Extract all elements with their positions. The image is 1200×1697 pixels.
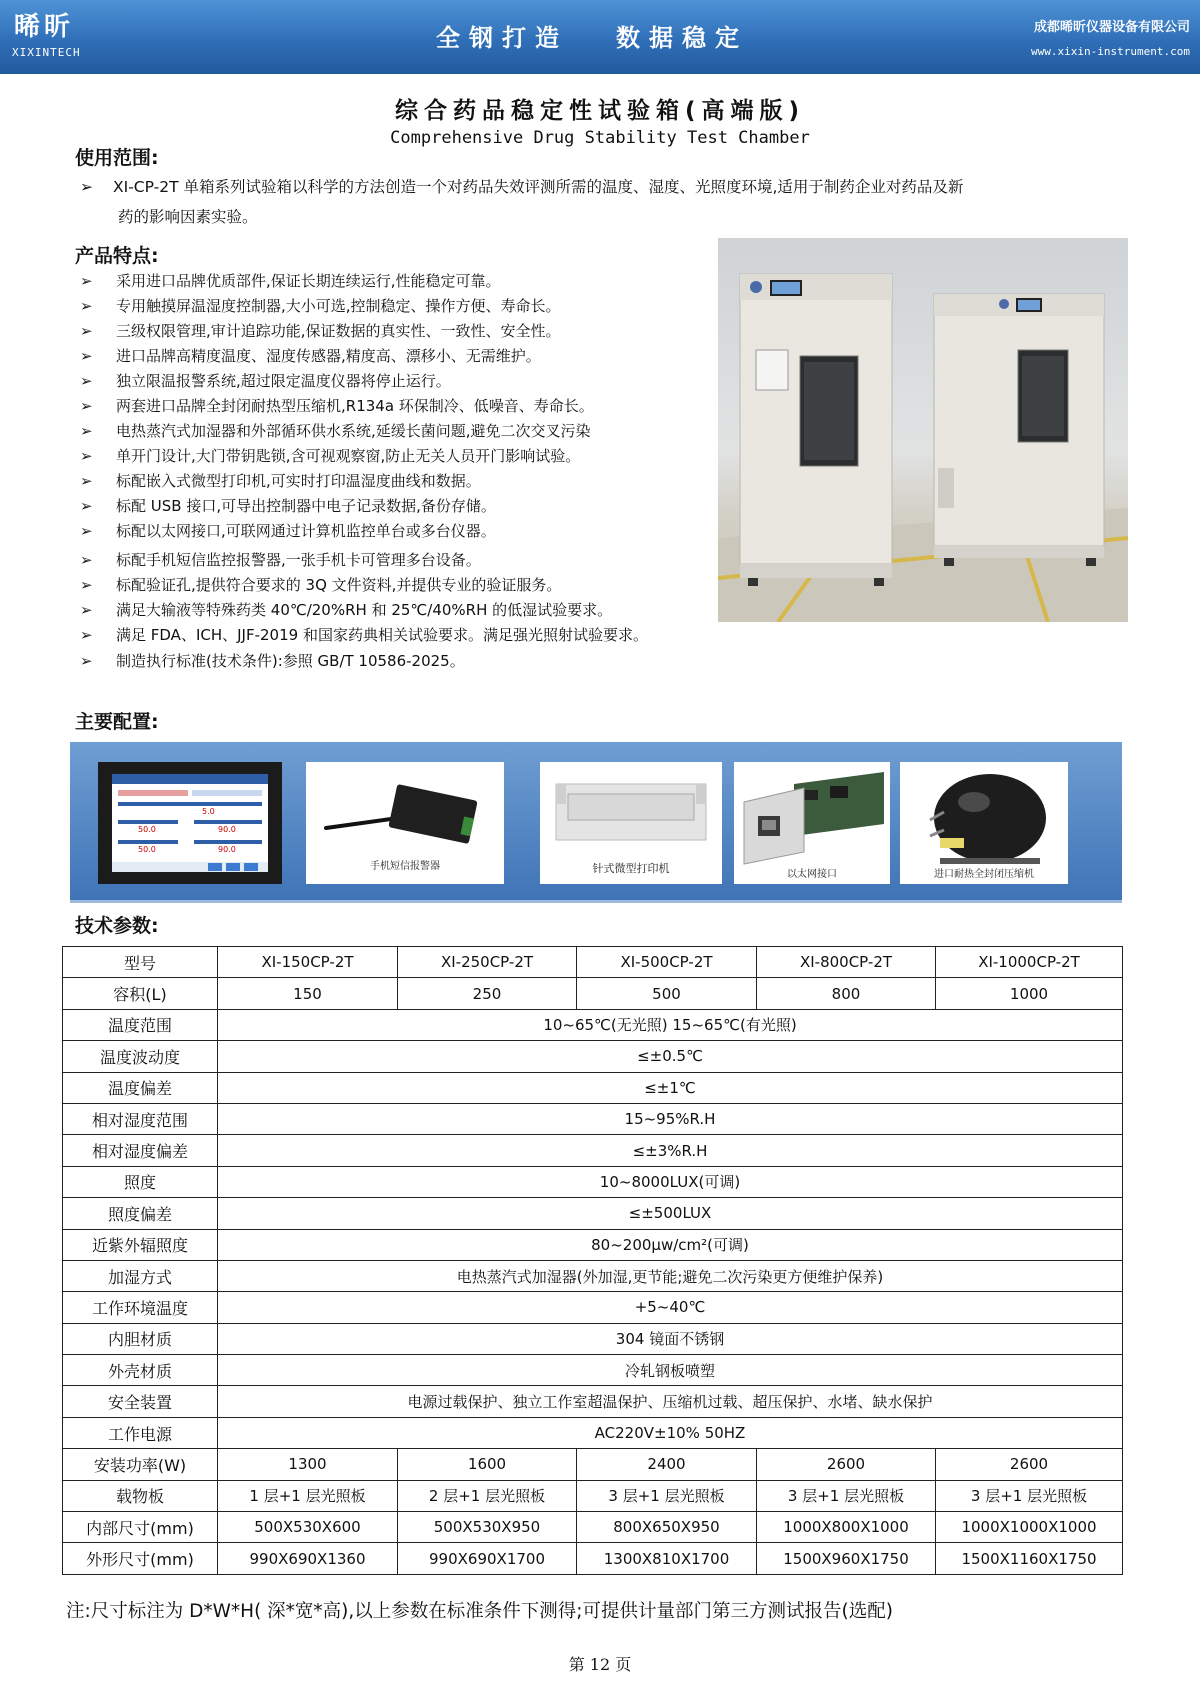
- feature-item: [80, 445, 580, 466]
- spec-row: [63, 1198, 1123, 1229]
- spec-value-span: 15~95%R.H: [218, 1103, 1123, 1134]
- spec-value-span: ≤±500LUX: [218, 1198, 1123, 1229]
- config-ethernet: [734, 762, 890, 884]
- spec-value: 1500X960X1750: [757, 1543, 936, 1574]
- spec-row: [63, 1449, 1123, 1480]
- spec-row: [63, 1543, 1123, 1574]
- spec-row: [63, 1386, 1123, 1417]
- slogan-1: 全钢打造: [436, 24, 568, 52]
- spec-value: 1300X810X1700: [577, 1543, 757, 1574]
- spec-value: 2400: [577, 1449, 757, 1480]
- bullet-marker: ➢: [80, 422, 93, 440]
- feature-text: 标配以太网接口,可联网通过计算机监控单台或多台仪器。: [116, 522, 496, 540]
- spec-row: [63, 1323, 1123, 1354]
- bullet-marker: ➢: [80, 626, 93, 644]
- config-sms-alarm: [306, 762, 504, 884]
- spec-row: [63, 1072, 1123, 1103]
- bullet-marker: ➢: [80, 447, 93, 465]
- spec-model: XI-150CP-2T: [218, 947, 398, 978]
- spec-value-span: AC220V±10% 50HZ: [218, 1417, 1123, 1448]
- spec-row: [63, 1417, 1123, 1448]
- scope-marker: ➢: [80, 178, 93, 196]
- feature-item: [80, 470, 481, 491]
- spec-value: 800X650X950: [577, 1512, 757, 1543]
- printer-label: 针式微型打印机: [592, 862, 670, 875]
- brand-logo-en: XIXINTECH: [12, 46, 81, 59]
- spec-value: 990X690X1700: [398, 1543, 577, 1574]
- spec-value: 500X530X950: [398, 1512, 577, 1543]
- screen-value-5: 90.0: [218, 845, 236, 854]
- feature-item: [80, 650, 465, 671]
- spec-table-body: [63, 947, 1123, 1575]
- feature-item: [80, 320, 561, 341]
- screen-value-3: 90.0: [218, 825, 236, 834]
- spec-label: 工作环境温度: [63, 1292, 218, 1323]
- feature-item: [80, 270, 501, 291]
- feature-text: 电热蒸汽式加湿器和外部循环供水系统,延缓长菌问题,避免二次交叉污染: [116, 422, 591, 440]
- bullet-marker: ➢: [80, 472, 93, 490]
- spec-value-span: ≤±1℃: [218, 1072, 1123, 1103]
- bullet-marker: ➢: [80, 297, 93, 315]
- spec-label: 近紫外辐照度: [63, 1229, 218, 1260]
- spec-value-span: 电热蒸汽式加湿器(外加湿,更节能;避免二次污染更方便维护保养): [218, 1260, 1123, 1291]
- spec-row: [63, 1229, 1123, 1260]
- feature-text: 满足大输液等特殊药类 40℃/20%RH 和 25℃/40%RH 的低湿试验要求。: [116, 601, 613, 619]
- bullet-marker: ➢: [80, 372, 93, 390]
- spec-table: [62, 946, 1123, 1575]
- spec-label: 相对湿度范围: [63, 1103, 218, 1134]
- bullet-marker: ➢: [80, 576, 93, 594]
- spec-value: 1000X1000X1000: [936, 1512, 1123, 1543]
- product-photo-svg: [718, 238, 1128, 622]
- spec-value: 1600: [398, 1449, 577, 1480]
- feature-text: 标配手机短信监控报警器,一张手机卡可管理多台设备。: [116, 551, 481, 569]
- spec-row: [63, 1041, 1123, 1072]
- bullet-marker: ➢: [80, 397, 93, 415]
- page-title: 综合药品稳定性试验箱(高端版): [394, 98, 806, 124]
- feature-item: [80, 549, 481, 570]
- spec-label: 加湿方式: [63, 1260, 218, 1291]
- spec-label: 安装功率(W): [63, 1449, 218, 1480]
- spec-row: [63, 1480, 1123, 1511]
- feature-text: 满足 FDA、ICH、JJF-2019 和国家药典相关试验要求。满足强光照射试验要求。: [116, 626, 648, 644]
- feature-item: [80, 495, 496, 516]
- page-subtitle: Comprehensive Drug Stability Test Chamber: [390, 128, 810, 148]
- spec-label: 温度范围: [63, 1009, 218, 1040]
- feature-item: [80, 295, 561, 316]
- bullet-marker: ➢: [80, 601, 93, 619]
- feature-item: [80, 520, 496, 541]
- spec-value: 2600: [936, 1449, 1123, 1480]
- spec-value: 500: [577, 978, 757, 1009]
- bullet-marker: ➢: [80, 652, 93, 670]
- spec-value: 1 层+1 层光照板: [218, 1480, 398, 1511]
- company-website[interactable]: www.xixin-instrument.com: [1031, 45, 1190, 58]
- spec-value: 1000: [936, 978, 1123, 1009]
- feature-text: 独立限温报警系统,超过限定温度仪器将停止运行。: [116, 372, 451, 390]
- screen-value-2: 50.0: [138, 825, 156, 834]
- spec-value: 2 层+1 层光照板: [398, 1480, 577, 1511]
- sms-alarm-label: 手机短信报警器: [370, 861, 440, 872]
- product-photo: [718, 238, 1128, 622]
- spec-label: 安全装置: [63, 1386, 218, 1417]
- spec-value-span: 10~65℃(无光照) 15~65℃(有光照): [218, 1009, 1123, 1040]
- header-slogan: [436, 18, 796, 53]
- spec-row: [63, 978, 1123, 1009]
- feature-item: [80, 574, 561, 595]
- spec-label: 相对湿度偏差: [63, 1135, 218, 1166]
- touchscreen-svg: [98, 762, 282, 884]
- feature-text: 单开门设计,大门带钥匙锁,含可视观察窗,防止无关人员开门影响试验。: [116, 447, 581, 465]
- feature-item: [80, 345, 541, 366]
- spec-note: 注:尺寸标注为 D*W*H( 深*宽*高),以上参数在标准条件下测得;可提供计量部门第三方测试报告(选配): [66, 1601, 893, 1622]
- config-compressor: [900, 762, 1068, 884]
- config-heading: 主要配置:: [75, 711, 159, 733]
- feature-text: 进口品牌高精度温度、湿度传感器,精度高、漂移小、无需维护。: [116, 347, 541, 365]
- slogan-2: 数据稳定: [616, 24, 748, 52]
- spec-label: 照度偏差: [63, 1198, 218, 1229]
- spec-label: 工作电源: [63, 1417, 218, 1448]
- screen-value-1: 5.0: [202, 807, 215, 816]
- spec-label: 照度: [63, 1166, 218, 1197]
- spec-row: [63, 1166, 1123, 1197]
- spec-row: [63, 1135, 1123, 1166]
- spec-label: 载物板: [63, 1480, 218, 1511]
- page-header: [0, 0, 1200, 74]
- bullet-marker: ➢: [80, 497, 93, 515]
- spec-value-span: ≤±3%R.H: [218, 1135, 1123, 1166]
- scope-heading: 使用范围:: [75, 147, 159, 169]
- spec-row: [63, 1009, 1123, 1040]
- feature-text: 专用触摸屏温湿度控制器,大小可选,控制稳定、操作方便、寿命长。: [116, 297, 561, 315]
- bullet-marker: ➢: [80, 322, 93, 340]
- spec-value: 2600: [757, 1449, 936, 1480]
- config-printer: [540, 762, 722, 884]
- spec-model: XI-800CP-2T: [757, 947, 936, 978]
- brand-logo-cn: 晞昕: [14, 12, 75, 42]
- spec-value-span: 电源过载保护、独立工作室超温保护、压缩机过载、超压保护、水堵、缺水保护: [218, 1386, 1123, 1417]
- specs-heading: 技术参数:: [75, 915, 159, 937]
- spec-label: 容积(L): [63, 978, 218, 1009]
- spec-value-span: +5~40℃: [218, 1292, 1123, 1323]
- sms-alarm-svg: [306, 762, 504, 862]
- spec-model: XI-250CP-2T: [398, 947, 577, 978]
- spec-value: 990X690X1360: [218, 1543, 398, 1574]
- features-heading: 产品特点:: [75, 245, 159, 267]
- spec-row: [63, 1260, 1123, 1291]
- spec-label: 内胆材质: [63, 1323, 218, 1354]
- spec-value-span: 80~200μw/cm²(可调): [218, 1229, 1123, 1260]
- bullet-marker: ➢: [80, 522, 93, 540]
- screen-value-4: 50.0: [138, 845, 156, 854]
- spec-model: XI-1000CP-2T: [936, 947, 1123, 978]
- scope-text-line1: XI-CP-2T 单箱系列试验箱以科学的方法创造一个对药品失效评测所需的温度、湿度、光照度环境,适用于制药企业对药品及新: [113, 178, 964, 196]
- spec-label: 外形尺寸(mm): [63, 1543, 218, 1574]
- spec-label: 温度偏差: [63, 1072, 218, 1103]
- printer-svg: [540, 762, 722, 862]
- spec-value-span: 10~8000LUX(可调): [218, 1166, 1123, 1197]
- compressor-svg: [900, 762, 1068, 870]
- spec-header-row: [63, 947, 1123, 978]
- spec-value-span: 304 镜面不锈钢: [218, 1323, 1123, 1354]
- compressor-label: 进口耐热全封闭压缩机: [934, 869, 1034, 880]
- spec-value: 150: [218, 978, 398, 1009]
- spec-value: 3 层+1 层光照板: [936, 1480, 1123, 1511]
- spec-value-span: ≤±0.5℃: [218, 1041, 1123, 1072]
- spec-label: 内部尺寸(mm): [63, 1512, 218, 1543]
- spec-row: [63, 1103, 1123, 1134]
- feature-text: 标配 USB 接口,可导出控制器中电子记录数据,备份存储。: [116, 497, 496, 515]
- feature-item: [80, 420, 591, 441]
- feature-item: [80, 624, 648, 645]
- spec-label: 外壳材质: [63, 1355, 218, 1386]
- spec-value: 3 层+1 层光照板: [577, 1480, 757, 1511]
- spec-value: 1500X1160X1750: [936, 1543, 1123, 1574]
- feature-item: [80, 395, 594, 416]
- spec-row: [63, 1512, 1123, 1543]
- feature-item: [80, 370, 451, 391]
- spec-label: 温度波动度: [63, 1041, 218, 1072]
- spec-value: 250: [398, 978, 577, 1009]
- spec-value: 500X530X600: [218, 1512, 398, 1543]
- spec-value: 800: [757, 978, 936, 1009]
- feature-text: 三级权限管理,审计追踪功能,保证数据的真实性、一致性、安全性。: [116, 322, 561, 340]
- ethernet-svg: [734, 762, 890, 870]
- bullet-marker: ➢: [80, 272, 93, 290]
- feature-text: 标配嵌入式微型打印机,可实时打印温湿度曲线和数据。: [116, 472, 481, 490]
- feature-text: 采用进口品牌优质部件,保证长期连续运行,性能稳定可靠。: [116, 272, 501, 290]
- spec-row: [63, 1292, 1123, 1323]
- config-touchscreen: [98, 762, 282, 884]
- page-number: 第 12 页: [568, 1655, 632, 1674]
- spec-model: XI-500CP-2T: [577, 947, 757, 978]
- feature-text: 标配验证孔,提供符合要求的 3Q 文件资料,并提供专业的验证服务。: [116, 576, 562, 594]
- config-band: [70, 742, 1122, 903]
- spec-value: 3 层+1 层光照板: [757, 1480, 936, 1511]
- feature-item: [80, 599, 612, 620]
- spec-value: 1000X800X1000: [757, 1512, 936, 1543]
- scope-text-line2: 药的影响因素实验。: [118, 208, 258, 226]
- bullet-marker: ➢: [80, 347, 93, 365]
- bullet-marker: ➢: [80, 551, 93, 569]
- spec-value: 1300: [218, 1449, 398, 1480]
- feature-text: 制造执行标准(技术条件):参照 GB/T 10586-2025。: [116, 652, 465, 670]
- ethernet-label: 以太网接口: [787, 869, 837, 880]
- spec-row: [63, 1355, 1123, 1386]
- feature-text: 两套进口品牌全封闭耐热型压缩机,R134a 环保制冷、低噪音、寿命长。: [116, 397, 594, 415]
- spec-header-label: 型号: [63, 947, 218, 978]
- company-name: 成都晞昕仪器设备有限公司: [1033, 20, 1190, 35]
- spec-value-span: 冷轧钢板喷塑: [218, 1355, 1123, 1386]
